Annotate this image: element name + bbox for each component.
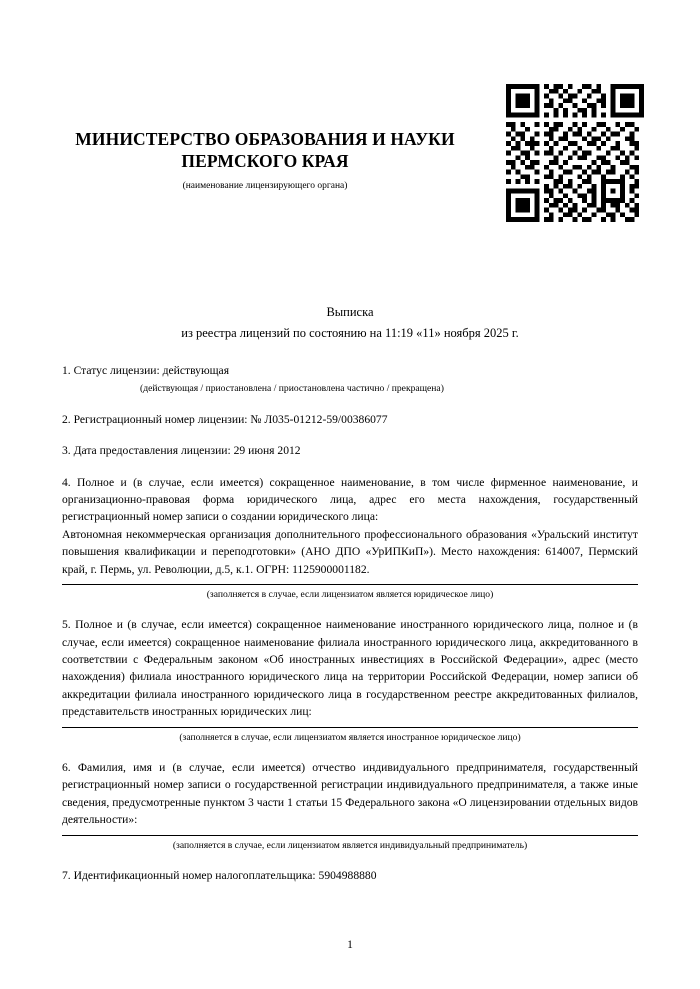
item-6-note: (заполняется в случае, если лицензиатом является индивидуальный предприниматель)	[172, 839, 528, 851]
item-5-divider	[62, 727, 638, 728]
item-4-value: Автономная некоммерческая организация дополнительного профессионального образования «Уральский институт повышения квалификации и переподготовки» (АНО ДПО «УрИПКиП»). Место нахождения: 614007, Пермский край, г. Пермь, ул. Революции, д.5, к.1. ОГРН: 1125900001182.	[62, 527, 638, 576]
document-header	[40, 128, 490, 191]
item-individual-entrepreneur	[62, 759, 638, 853]
item-3-text: 3. Дата предоставления лицензии: 29 июня 2012	[62, 444, 301, 458]
item-7-text: 7. Идентификационный номер налогоплательщика: 5904988880	[62, 868, 377, 882]
document-body	[62, 362, 638, 898]
item-6-divider	[62, 835, 638, 836]
item-4-note: (заполняется в случае, если лицензиатом является юридическое лицо)	[206, 588, 494, 600]
item-2-text: 2. Регистрационный номер лицензии: № Л035-01212-59/00386077	[62, 412, 388, 426]
qr-code-icon	[506, 84, 644, 222]
item-taxpayer-number	[62, 867, 638, 884]
item-6-text: 6. Фамилия, имя и (в случае, если имеется) отчество индивидуального предпринимателя, государственный регистрационный номер записи о государственной регистрации индивидуального предпринимателя, а также иные сведения, предусмотренные пунктом 3 части 1 статьи 15 Федерального закона «О лицензировании отдельных видов деятельности»:	[62, 761, 638, 827]
item-issue-date	[62, 442, 638, 459]
item-5-note: (заполняется в случае, если лицензиатом является иностранное юридическое лицо)	[179, 731, 521, 743]
page-title-line2: из реестра лицензий по состоянию на 11:19 «11» ноября 2025 г.	[181, 325, 519, 340]
issuing-authority-note: (наименование лицензирующего органа)	[182, 180, 348, 191]
item-4-text: 4. Полное и (в случае, если имеется) сокращенное наименование, в том числе фирменное наименование, и организационно-правовая форма юридического лица, адрес его места нахождения, государственный регистрационный номер записи о создании юридического лица:	[62, 475, 638, 524]
item-legal-entity-name	[62, 474, 638, 603]
item-registration-number	[62, 411, 638, 428]
item-1-text: 1. Статус лицензии: действующая	[62, 364, 230, 377]
item-foreign-entity-name	[62, 616, 638, 745]
page-title	[0, 302, 700, 343]
item-1-note: (действующая / приостановлена / приостановлена частично / прекращена)	[140, 383, 444, 395]
issuing-authority-title: МИНИСТЕРСТВО ОБРАЗОВАНИЯ И НАУКИ ПЕРМСКОГО КРАЯ	[75, 129, 455, 172]
page-number: 1	[347, 939, 353, 951]
item-5-text: 5. Полное и (в случае, если имеется) сокращенное наименование иностранного юридического лица, полное и (в случае, если имеется) сокращенное наименование филиала иностранного юридического лица, аккредитованного в соответствии с Федеральным законом «Об иностранных инвестициях в Российской Федерации», адрес (место нахождения) филиала иностранного юридического лица на территории Российской Федерации, номер записи об аккредитации филиала иностранного юридического лица в государственном реестре аккредитованных филиалов, представительств иностранных юридических лиц:	[62, 618, 638, 719]
page-title-line1: Выписка	[326, 305, 374, 319]
item-license-status	[62, 362, 638, 397]
item-4-divider	[62, 584, 638, 585]
